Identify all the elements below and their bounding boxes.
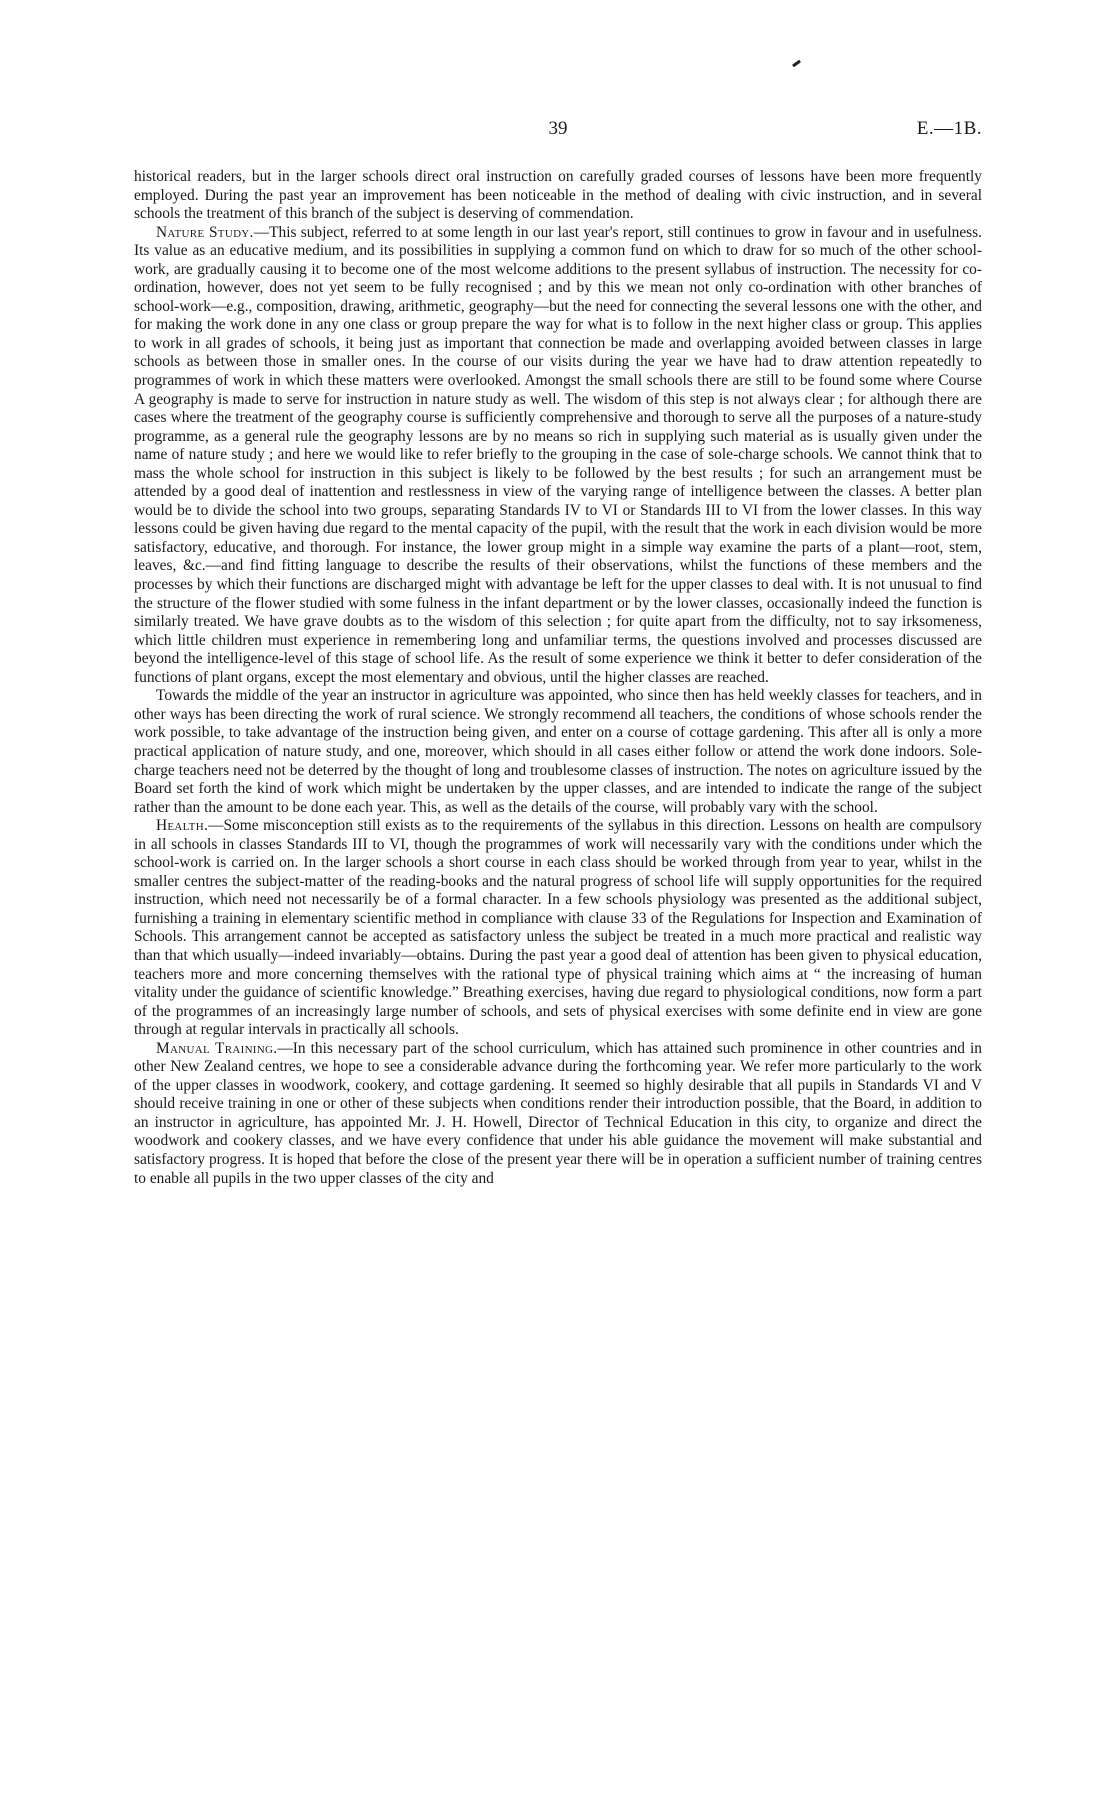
paragraph-civic-instruction	[134, 168, 982, 224]
document-reference: E.—1B.	[916, 118, 982, 139]
paragraph-text: —In this necessary part of the school curriculum, which has attained such prominence in other countries and in other New Zealand centres, we hope to see a considerable advance during the forthcoming year. We refer more particularly to the work of the upper classes in woodwork, cookery, and cottage gardening. It seemed so highly desirable that all pupils in Standards VI and V should receive training in one or other of these subjects when conditions render their introduction possible, that the Board, in addition to an instructor in agriculture, has appointed Mr. J. H. Howell, Director of Technical Education in this city, to organize and direct the woodwork and cookery classes, and we have every confidence that under his able guidance the movement will make substantial and satisfactory progress. It is hoped that before the close of the present year there will be in operation a sufficient number of training centres to enable all pupils in the two upper classes of the city and	[134, 1039, 982, 1187]
stray-ink-mark	[792, 60, 801, 68]
paragraph-nature-study	[134, 224, 982, 688]
section-heading-health: Health.	[156, 817, 209, 835]
paragraph-manual-training	[134, 1040, 982, 1188]
page-header	[134, 118, 982, 146]
paragraph-health	[134, 817, 982, 1040]
section-heading-nature-study: Nature Study.	[156, 223, 254, 241]
paragraph-text: —Some misconception still exists as to the requirements of the syllabus in this direction. Lessons on health are compulsory in all schools in classes Standards III to VI, though the programmes of work will necessarily vary with the conditions under which the school-work is carried on. In the larger schools a short course in each class should be worked through from year to year, whilst in the smaller centres the subject-matter of the reading-books and the natural progress of school life will supply opportunities for the required instruction, which need not necessarily be of a formal character. In a few schools physiology was presented as the additional subject, furnishing a training in elementary scientific method in compliance with clause 33 of the Regulations for Inspection and Examination of Schools. This arrangement cannot be accepted as satisfactory unless the subject be treated in a much more practical and realistic way than that which usually—indeed invariably—obtains. During the past year a good deal of attention has been given to physical education, teachers more and more concerning themselves with the rational type of physical training which aims at “ the increasing of human vitality under the guidance of scientific knowledge.” Breathing exercises, having due regard to physiological conditions, now form a part of the programmes of an increasingly large number of schools, and sets of physical exercises with some definite end in view are gone through at regular intervals in practically all schools.	[134, 817, 982, 1039]
paragraph-text: Towards the middle of the year an instructor in agriculture was appointed, who since then has held weekly classes for teachers, and in other ways has been directing the work of rural science. We strongly recommend all teachers, the conditions of whose schools render the work possible, to take advantage of the instruction being given, and enter on a course of cottage gardening. This after all is only a more practical application of nature study, and one, moreover, which should in all cases either follow or attend the work done indoors. Sole-charge teachers need not be deterred by the thought of long and troublesome classes of instruction. The notes on agriculture issued by the Board set forth the kind of work which might be undertaken by the upper classes, and are intended to indicate the range of the subject rather than the amount to be done each year. This, as well as the details of the course, will probably vary with the school.	[134, 687, 982, 816]
body-text	[134, 168, 982, 1188]
page-number: 39	[548, 118, 568, 139]
paragraph-text: historical readers, but in the larger schools direct oral instruction on carefully graded courses of lessons have been more frequently employed. During the past year an improvement has been noticeable in the method of dealing with civic instruction, and in several schools the treatment of this branch of the subject is deserving of commendation.	[134, 168, 982, 223]
paragraph-agriculture	[134, 687, 982, 817]
paragraph-text: —This subject, referred to at some length in our last year's report, still continues to grow in favour and in usefulness. Its value as an educative medium, and its possibilities in supplying a common fund on which to draw for so much of the other school-work, are gradually causing it to become one of the most welcome additions to the present syllabus of instruction. The necessity for co-ordination, however, does not yet seem to be fully recognised ; and by this we mean not only co-ordination with other branches of school-work—e.g., composition, drawing, arithmetic, geography—but the need for connecting the several lessons one with the other, and for making the work done in any one class or group prepare the way for what is to follow in the next higher class or group. This applies to work in all grades of schools, it being just as important that connection be made and overlapping avoided between classes in large schools as between those in smaller ones. In the course of our visits during the year we have had to draw attention repeatedly to programmes of work in which these matters were overlooked. Amongst the small schools there are still to be found some where Course A geography is made to serve for instruction in nature study as well. The wisdom of this step is not always clear ; for although there are cases where the treatment of the geography course is sufficiently comprehensive and thorough to serve all the purposes of a nature-study programme, as a general rule the geography lessons are by no means so rich in supplying such material as is usually given under the name of nature study ; and here we would like to refer briefly to the grouping in the case of sole-charge schools. We cannot think that to mass the whole school for instruction in this subject is likely to be followed by the best results ; for such an arrangement must be attended by a good deal of inattention and restlessness in view of the varying range of intelligence between the classes. A better plan would be to divide the school into two groups, separating Standards IV to VI or Standards III to VI from the lower classes. In this way lessons could be given having due regard to the mental capacity of the pupil, with the result that the work in each division would be more satisfactory, educative, and thorough. For instance, the lower group might in a simple way examine the parts of a plant—root, stem, leaves, &c.—and find fitting language to describe the results of their observations, whilst the functions of these members and the processes by which their functions are discharged might with advantage be left for the upper classes to deal with. It is not unusual to find the structure of the flower studied with some fulness in the infant department or by the lower classes, occasionally indeed the function is similarly treated. We have grave doubts as to the wisdom of this selection ; for quite apart from the difficulty, not to say irksomeness, which little children must experience in remembering long and unfamiliar terms, the questions involved and processes discussed are beyond the intelligence-level of this stage of school life. As the result of some experience we think it better to defer consideration of the functions of plant organs, except the most elementary and obvious, until the higher classes are reached.	[134, 223, 982, 686]
section-heading-manual-training: Manual Training.	[156, 1039, 278, 1057]
